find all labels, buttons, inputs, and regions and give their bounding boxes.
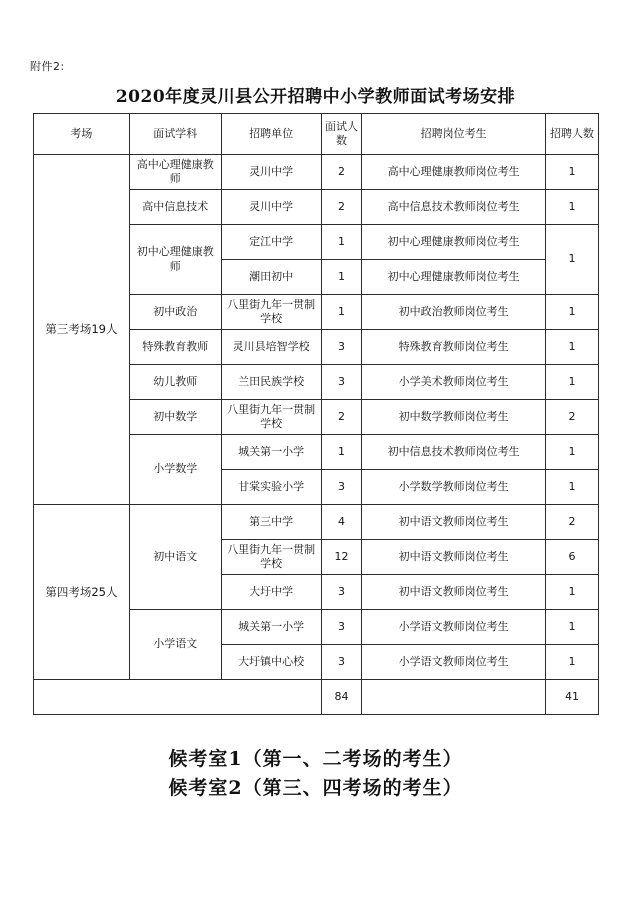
interview-count-cell: 2: [321, 400, 362, 435]
subject-cell: 幼儿教师: [129, 365, 221, 400]
post-cell: 小学数学教师岗位考生: [362, 470, 546, 505]
interview-count-cell: 3: [321, 575, 362, 610]
unit-cell: 定江中学: [221, 225, 321, 260]
total-interview-count-cell: 84: [321, 680, 362, 715]
post-cell: 高中信息技术教师岗位考生: [362, 190, 546, 225]
post-cell: 初中语文教师岗位考生: [362, 540, 546, 575]
column-header-subject: 面试学科: [129, 114, 221, 155]
hire-count-cell: 1: [545, 645, 598, 680]
hire-count-cell: 1: [545, 470, 598, 505]
subject-cell: 小学数学: [129, 435, 221, 505]
interview-count-cell: 3: [321, 365, 362, 400]
page-title: 2020年度灵川县公开招聘中小学教师面试考场安排: [115, 87, 516, 107]
hire-count-cell: 1: [545, 435, 598, 470]
waiting-room-line-1: 候考室1（第一、二考场的考生）: [168, 748, 463, 770]
unit-cell: 兰田民族学校: [221, 365, 321, 400]
post-cell: 初中心理健康教师岗位考生: [362, 260, 546, 295]
hire-count-cell: 6: [545, 540, 598, 575]
interview-count-cell: 3: [321, 330, 362, 365]
interview-count-cell: 12: [321, 540, 362, 575]
hire-count-cell: 1: [545, 190, 598, 225]
interview-count-cell: 2: [321, 155, 362, 190]
unit-cell: 第三中学: [221, 505, 321, 540]
interview-count-cell: 3: [321, 645, 362, 680]
post-cell: 初中数学教师岗位考生: [362, 400, 546, 435]
interview-count-cell: 2: [321, 190, 362, 225]
interview-count-cell: 4: [321, 505, 362, 540]
unit-cell: 灵川中学: [221, 190, 321, 225]
column-header-interview-count: 面试人数: [321, 114, 362, 155]
attachment-label: 附件2:: [30, 60, 65, 73]
post-cell: 特殊教育教师岗位考生: [362, 330, 546, 365]
table-row: [34, 155, 599, 190]
unit-cell: 灵川中学: [221, 155, 321, 190]
column-header-post: 招聘岗位考生: [362, 114, 546, 155]
unit-cell: 八里街九年一贯制学校: [221, 400, 321, 435]
post-cell: 小学美术教师岗位考生: [362, 365, 546, 400]
table-total-row: [34, 680, 599, 715]
subject-cell: 初中心理健康教师: [129, 225, 221, 295]
subject-cell: 初中数学: [129, 400, 221, 435]
hire-count-cell: 1: [545, 155, 598, 190]
total-label-cell: [34, 680, 322, 715]
hire-count-cell: 1: [545, 365, 598, 400]
unit-cell: 城关第一小学: [221, 435, 321, 470]
hire-count-cell: 2: [545, 505, 598, 540]
post-cell: 初中心理健康教师岗位考生: [362, 225, 546, 260]
table-header-row: [34, 114, 599, 155]
post-cell: 初中信息技术教师岗位考生: [362, 435, 546, 470]
unit-cell: 八里街九年一贯制学校: [221, 540, 321, 575]
interview-count-cell: 1: [321, 225, 362, 260]
table-body: [34, 155, 599, 715]
subject-cell: 高中心理健康教师: [129, 155, 221, 190]
interview-count-cell: 3: [321, 470, 362, 505]
unit-cell: 潮田初中: [221, 260, 321, 295]
total-spacer-cell: [362, 680, 546, 715]
post-cell: 初中语文教师岗位考生: [362, 505, 546, 540]
exam-room-cell: 第三考场19人: [34, 155, 130, 505]
unit-cell: 大圩中学: [221, 575, 321, 610]
post-cell: 高中心理健康教师岗位考生: [362, 155, 546, 190]
interview-schedule-table: [33, 113, 599, 715]
unit-cell: 甘棠实验小学: [221, 470, 321, 505]
hire-count-cell: 1: [545, 295, 598, 330]
column-header-hire-count: 招聘人数: [545, 114, 598, 155]
unit-cell: 八里街九年一贯制学校: [221, 295, 321, 330]
interview-count-cell: 1: [321, 260, 362, 295]
post-cell: 初中政治教师岗位考生: [362, 295, 546, 330]
hire-count-cell: 1: [545, 575, 598, 610]
post-cell: 小学语文教师岗位考生: [362, 610, 546, 645]
unit-cell: 灵川县培智学校: [221, 330, 321, 365]
interview-count-cell: 1: [321, 435, 362, 470]
column-header-exam-room: 考场: [34, 114, 130, 155]
subject-cell: 特殊教育教师: [129, 330, 221, 365]
unit-cell: 大圩镇中心校: [221, 645, 321, 680]
post-cell: 小学语文教师岗位考生: [362, 645, 546, 680]
unit-cell: 城关第一小学: [221, 610, 321, 645]
hire-count-cell: 1: [545, 610, 598, 645]
column-header-unit: 招聘单位: [221, 114, 321, 155]
subject-cell: 初中语文: [129, 505, 221, 610]
post-cell: 初中语文教师岗位考生: [362, 575, 546, 610]
interview-count-cell: 3: [321, 610, 362, 645]
hire-count-cell: 1: [545, 330, 598, 365]
table-row: [34, 505, 599, 540]
total-hire-count-cell: 41: [545, 680, 598, 715]
hire-count-cell: 1: [545, 225, 598, 295]
waiting-room-notes: [0, 745, 631, 804]
interview-count-cell: 1: [321, 295, 362, 330]
subject-cell: 小学语文: [129, 610, 221, 680]
table-header: [34, 114, 599, 155]
exam-room-cell: 第四考场25人: [34, 505, 130, 680]
hire-count-cell: 2: [545, 400, 598, 435]
waiting-room-line-2: 候考室2（第三、四考场的考生）: [168, 777, 463, 800]
subject-cell: 初中政治: [129, 295, 221, 330]
subject-cell: 高中信息技术: [129, 190, 221, 225]
